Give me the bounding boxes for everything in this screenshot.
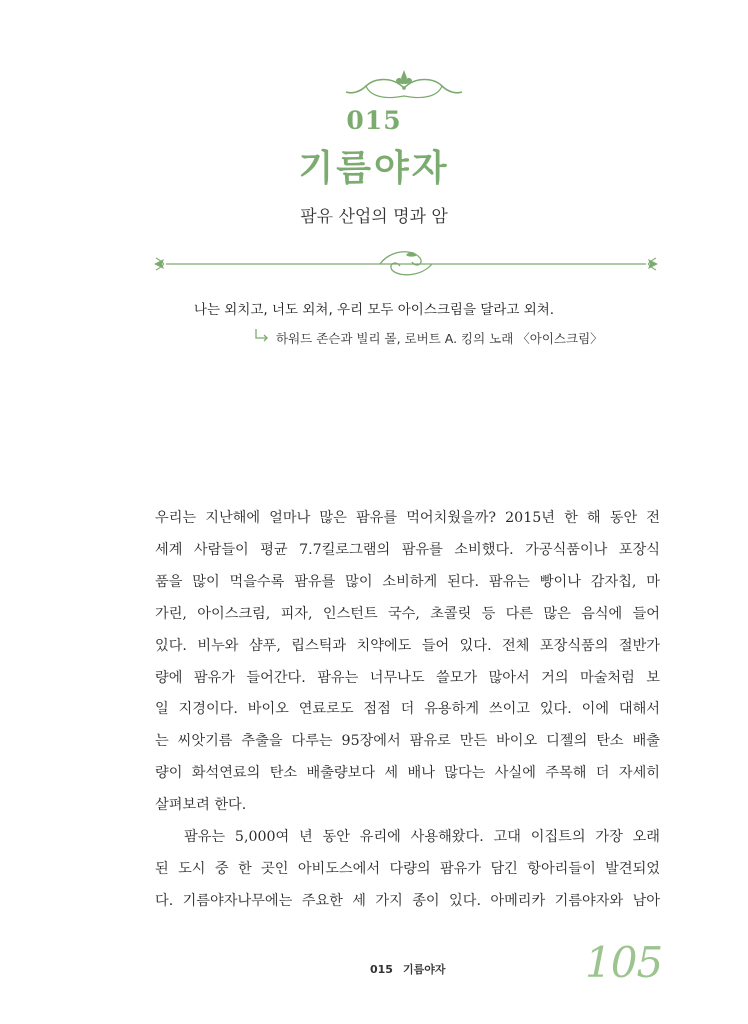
floral-ornament-icon: [344, 66, 464, 106]
body-line: 다. 기름야자나무에는 주요한 세 가지 종이 있다. 아메리카 기름야자와 남아: [155, 892, 660, 909]
body-text: [155, 503, 660, 918]
footer-chapter-number: 015: [370, 963, 393, 976]
body-line: 팜유는 5,000여 년 동안 유리에 사용해왔다. 고대 이집트의 가장 오래: [184, 829, 660, 846]
chapter-number: 015: [346, 106, 402, 135]
body-line: 살펴보려 한다.: [155, 797, 247, 814]
body-line: 세계 사람들이 평균 7.7킬로그램의 팜유를 소비했다. 가공식품이나 포장식: [155, 541, 660, 558]
epigraph-quote: 나는 외치고, 너도 외쳐, 우리 모두 아이스크림을 달라고 외쳐.: [193, 302, 555, 318]
body-line: 우리는 지난해에 얼마나 많은 팜유를 먹어치웠을까? 2015년 한 해 동안 전: [155, 510, 660, 526]
body-line: 는 씨앗기름 추출을 다루는 95장에서 팜유로 만든 바이오 디젤의 탄소 배출: [155, 733, 660, 750]
chapter-title: 기름야자: [298, 148, 450, 189]
body-line: 량에 팜유가 들어간다. 팜유는 너무나도 쓸모가 많아서 거의 마술처럼 보: [155, 669, 660, 686]
body-line: 가린, 아이스크림, 피자, 인스턴트 국수, 초콜릿 등 다른 많은 음식에 들어: [155, 605, 660, 622]
body-line: 일 지경이다. 바이오 연료로도 점점 더 유용하게 쓰이고 있다. 이에 대해서: [155, 701, 660, 718]
body-line: 량이 화석연료의 탄소 배출량보다 세 배나 많다는 사실에 주목해 더 자세히: [155, 765, 660, 782]
vine-divider-icon: [150, 244, 662, 280]
running-footer: [370, 961, 455, 977]
footer-chapter-title: 기름야자: [402, 963, 446, 976]
epigraph-source: 하워드 존슨과 빌리 몰, 로버트 A. 킹의 노래 〈아이스크림〉: [276, 331, 603, 346]
body-line: 된 도시 중 한 곳인 아비도스에서 다량의 팜유가 담긴 항아리들이 발견되었: [155, 860, 660, 877]
body-line: 품을 많이 먹을수록 팜유를 많이 소비하게 된다. 팜유는 빵이나 감자칩, 마: [155, 573, 660, 590]
body-line: 있다. 비누와 샴푸, 립스틱과 치약에도 들어 있다. 전체 포장식품의 절반가: [155, 637, 660, 654]
chapter-subtitle: 팜유 산업의 명과 암: [300, 207, 448, 227]
page-number: 105: [585, 938, 663, 987]
return-arrow-icon: [254, 328, 270, 344]
